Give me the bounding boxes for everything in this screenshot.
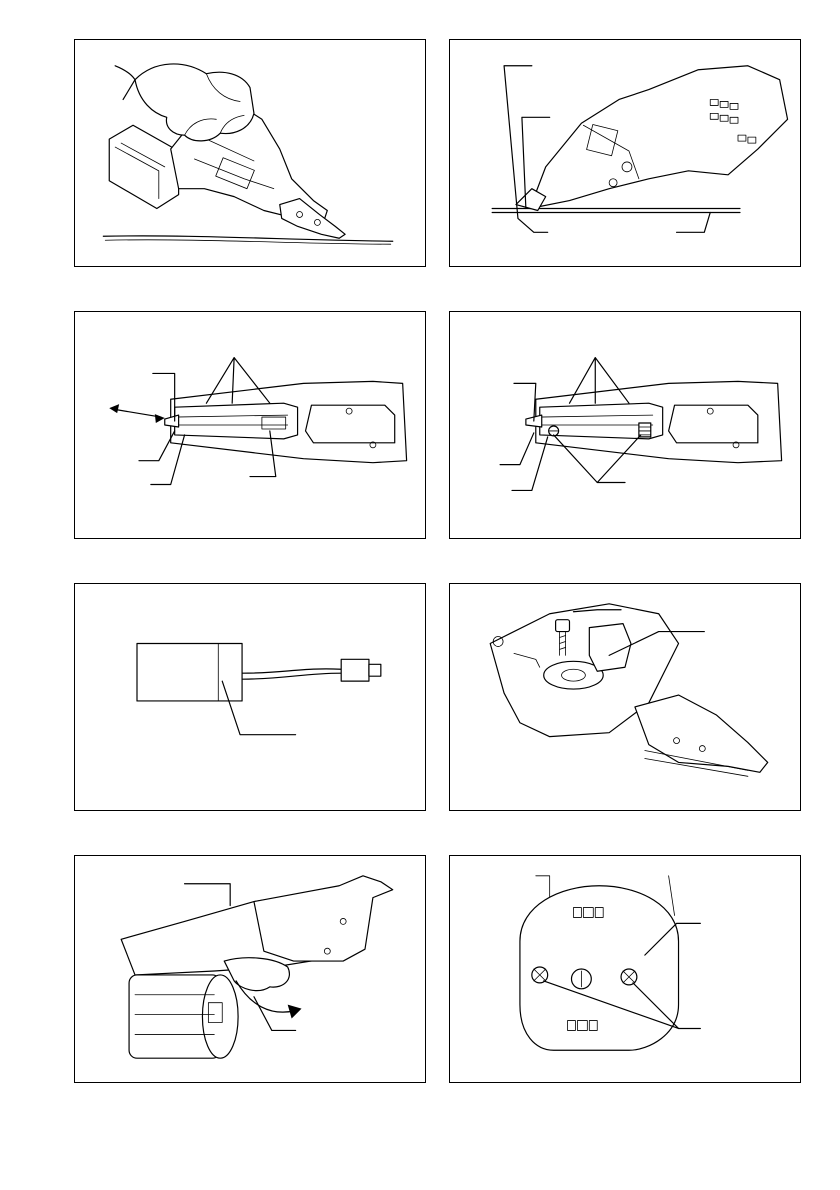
figure-6-panel <box>449 583 801 811</box>
sheet-line <box>103 236 392 241</box>
figure-5-illustration <box>75 584 425 810</box>
figure-4-illustration <box>450 312 800 538</box>
hand-icon <box>135 64 254 141</box>
hand-icon <box>224 958 289 991</box>
cutter-head <box>175 403 298 439</box>
cable <box>242 669 341 673</box>
arrow-icon <box>113 409 161 417</box>
screw-icon <box>571 969 591 989</box>
cutter-head <box>254 876 393 961</box>
figure-7-illustration <box>75 856 425 1082</box>
figure-4-panel <box>449 311 801 539</box>
figure-7-panel <box>74 855 426 1083</box>
cutter-head <box>635 695 768 772</box>
figure-1-panel <box>74 39 426 267</box>
figure-3-illustration <box>75 312 425 538</box>
figure-2-illustration <box>450 40 800 266</box>
handle-grip <box>306 405 395 443</box>
leader-1 <box>185 884 231 906</box>
figure-5-panel <box>74 583 426 811</box>
leader-2 <box>500 433 534 465</box>
leader-line-3 <box>677 212 711 232</box>
leader-1 <box>514 383 536 421</box>
figure-3-panel <box>74 311 426 539</box>
blade <box>165 415 179 427</box>
battery-pack <box>109 125 178 208</box>
connector-plug <box>341 659 369 681</box>
figure-1-illustration <box>75 40 425 266</box>
leader-3 <box>512 437 548 491</box>
leader-2 <box>139 431 175 461</box>
screw-icon <box>621 969 637 985</box>
leader-2 <box>254 997 296 1031</box>
figure-2-panel <box>449 39 801 267</box>
figure-6-illustration <box>450 584 800 810</box>
figure-8-panel <box>449 855 801 1083</box>
screw-icon <box>532 967 548 983</box>
figure-8-illustration <box>450 856 800 1082</box>
